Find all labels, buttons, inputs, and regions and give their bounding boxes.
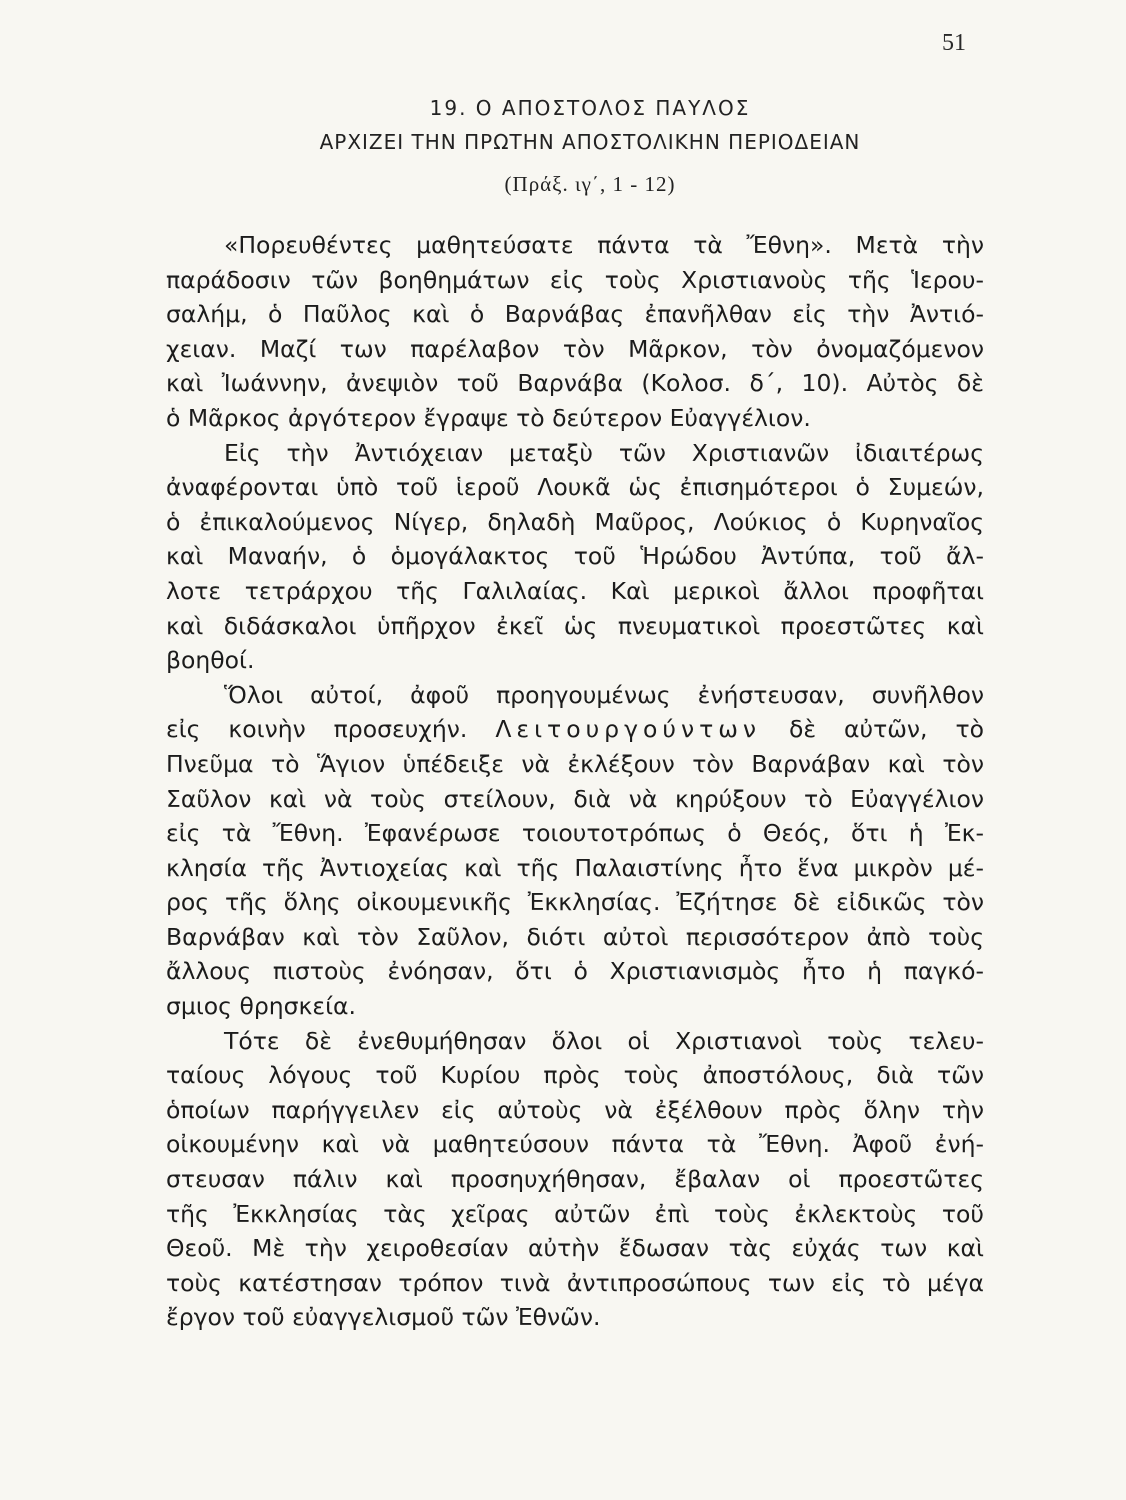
text-line: καὶ Ἰωάννην, ἀνεψιὸν τοῦ Βαρνάβα (Κολοσ. δ΄, 10). Αὐτὸς δὲ	[166, 369, 984, 398]
text-line: «Πορευθέντες μαθητεύσατε πάντα τὰ Ἔθνη». Μετὰ τὴν	[224, 231, 984, 259]
text-line: στευσαν πάλιν καὶ προσηυχήθησαν, ἔβαλαν οἱ προεστῶτες	[166, 1165, 984, 1194]
chapter-subtitle: ΑΡΧΙΖΕΙ ΤΗΝ ΠΡΩΤΗΝ ΑΠΟΣΤΟΛΙΚΗΝ ΠΕΡΙΟΔΕΙΑΝ	[319, 130, 861, 154]
scripture-reference: (Πράξ. ιγ΄, 1 - 12)	[504, 172, 676, 196]
text-line: τοὺς κατέστησαν τρόπον τινὰ ἀντιπροσώπους των εἰς τὸ μέγα	[166, 1268, 984, 1297]
text-line: Σαῦλον καὶ νὰ τοὺς στείλουν, διὰ νὰ κηρύξουν τὸ Εὐαγγέλιον	[166, 784, 984, 813]
text-line: παράδοσιν τῶν βοηθημάτων εἰς τοὺς Χριστιανοὺς τῆς Ἱερου-	[166, 265, 984, 294]
text-line: Βαρνάβαν καὶ τὸν Σαῦλον, διότι αὐτοὶ περισσότερον ἀπὸ τοὺς	[166, 922, 984, 951]
paragraph	[108, 678, 984, 1024]
text-line: Εἰς τὴν Ἀντιόχειαν μεταξὺ τῶν Χριστιανῶν ἰδιαιτέρως	[224, 438, 984, 467]
text-line: σμιος θρησκεία.	[166, 992, 356, 1021]
page-number: 51	[942, 30, 966, 56]
text-line: βοηθοί.	[166, 646, 255, 675]
emphasized-word: Λειτουργούντων	[495, 715, 762, 744]
text-line: εἰς τὰ Ἔθνη. Ἐφανέρωσε τοιουτοτρόπως ὁ Θεός, ὅτι ἡ Ἐκ-	[166, 819, 984, 848]
text-line: λοτε τετράρχου τῆς Γαλιλαίας. Καὶ μερικοὶ ἄλλοι προφῆται	[166, 576, 984, 605]
text-line: Πνεῦμα τὸ Ἅγιον ὑπέδειξε νὰ ἐκλέξουν τὸν Βαρνάβαν καὶ τὸν	[166, 749, 984, 778]
text-line: Τότε δὲ ἐνεθυμήθησαν ὅλοι οἱ Χριστιανοὶ τοὺς τελευ-	[224, 1026, 984, 1055]
text-line: εἰς κοινὴν προσευχήν. Λειτουργούντων δὲ αὐτῶν, τὸ	[166, 715, 984, 744]
text-line: ὁ ἐπικαλούμενος Νίγερ, δηλαδὴ Μαῦρος, Λούκιος ὁ Κυρηναῖος	[166, 507, 984, 536]
text-line: ἀναφέρονται ὑπὸ τοῦ ἱεροῦ Λουκᾶ ὡς ἐπισημότεροι ὁ Συμεών,	[166, 473, 984, 502]
text-line: οἰκουμένην καὶ νὰ μαθητεύσουν πάντα τὰ Ἔθνη. Ἀφοῦ ἐνή-	[166, 1130, 984, 1159]
text-line: ὁ Μᾶρκος ἀργότερον ἔγραψε τὸ δεύτερον Εὐαγγέλιον.	[166, 403, 811, 432]
body-text	[108, 228, 984, 1335]
text-line: ἔργον τοῦ εὐαγγελισμοῦ τῶν Ἐθνῶν.	[166, 1303, 601, 1332]
text-line: ἄλλους πιστοὺς ἐνόησαν, ὅτι ὁ Χριστιανισμὸς ἦτο ἡ παγκό-	[166, 957, 984, 986]
text-line: Ὅλοι αὐτοί, ἀφοῦ προηγουμένως ἐνήστευσαν, συνῆλθον	[224, 680, 984, 709]
text-line: καὶ διδάσκαλοι ὑπῆρχον ἐκεῖ ὡς πνευματικοὶ προεστῶτες καὶ	[166, 611, 984, 640]
paragraph	[108, 1024, 984, 1335]
text-line: ρος τῆς ὅλης οἰκουμενικῆς Ἐκκλησίας. Ἐζήτησε δὲ εἰδικῶς τὸν	[166, 888, 984, 917]
text-line: χειαν. Μαζί των παρέλαβον τὸν Μᾶρκον, τὸν ὀνομαζόμενον	[166, 334, 984, 363]
paragraph	[108, 228, 984, 436]
text-line: σαλήμ, ὁ Παῦλος καὶ ὁ Βαρνάβας ἐπανῆλθαν εἰς τὴν Ἀντιό-	[166, 300, 984, 329]
text-line: Θεοῦ. Μὲ τὴν χειροθεσίαν αὐτὴν ἔδωσαν τὰς εὐχάς των καὶ	[166, 1234, 984, 1263]
text-line: καὶ Μαναήν, ὁ ὁμογάλακτος τοῦ Ἡρώδου Ἀντύπα, τοῦ ἄλ-	[166, 542, 984, 571]
text-line: ὁποίων παρήγγειλεν εἰς αὐτοὺς νὰ ἐξέλθουν πρὸς ὅλην τὴν	[166, 1095, 984, 1124]
text-line: ταίους λόγους τοῦ Κυρίου πρὸς τοὺς ἀποστόλους, διὰ τῶν	[166, 1061, 984, 1090]
text-line: κλησία τῆς Ἀντιοχείας καὶ τῆς Παλαιστίνης ἦτο ἕνα μικρὸν μέ-	[166, 853, 984, 882]
paragraph	[108, 436, 984, 678]
chapter-title: 19. Ο ΑΠΟΣΤΟΛΟΣ ΠΑΥΛΟΣ	[429, 96, 751, 120]
text-line: τῆς Ἐκκλησίας τὰς χεῖρας αὐτῶν ἐπὶ τοὺς ἐκλεκτοὺς τοῦ	[166, 1199, 984, 1228]
